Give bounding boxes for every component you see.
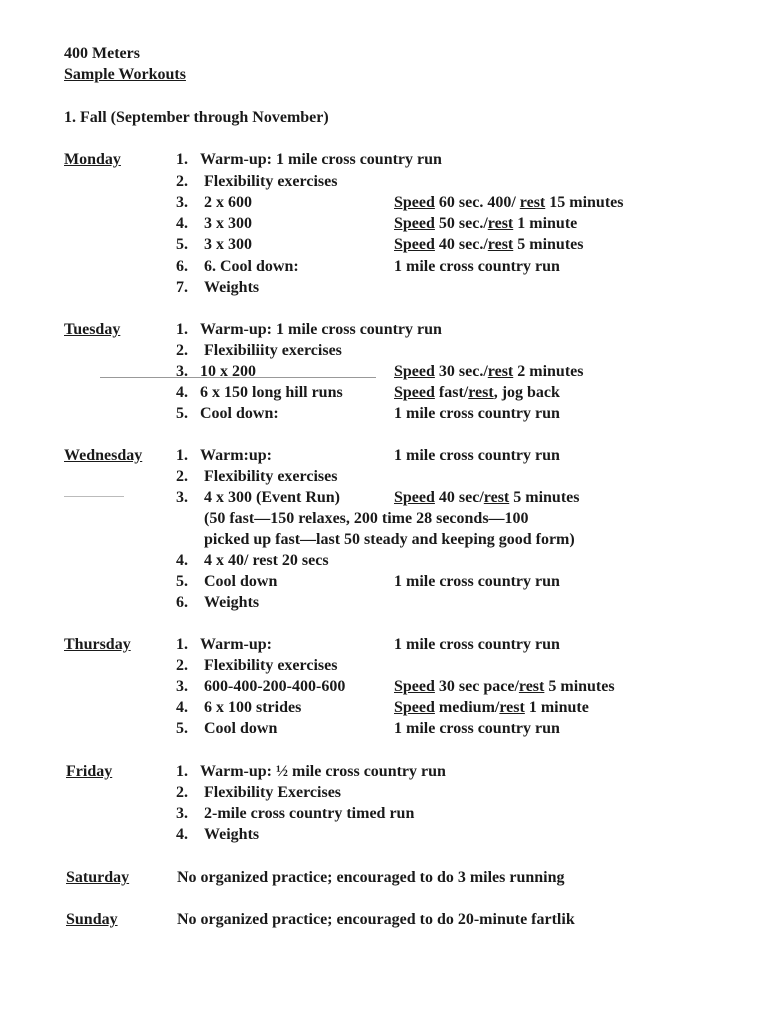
speed-value: fast/: [438, 384, 469, 401]
list-number: 5.: [176, 405, 188, 422]
list-item: Cool down: [204, 573, 278, 590]
list-number: 1.: [176, 636, 188, 653]
list-item: Cool down:: [200, 405, 279, 422]
workout-detail: 1 mile cross country run: [394, 573, 560, 590]
list-item: Cool down: [204, 720, 278, 737]
list-item: Weights: [204, 279, 260, 296]
workout-detail: 1 mile cross country run: [394, 447, 560, 464]
document-title: 400 Meters: [64, 45, 140, 62]
list-number: 5.: [176, 236, 188, 253]
list-item: 6 x 150 long hill runs: [200, 384, 343, 401]
workout-detail: [394, 677, 615, 697]
workout-detail: [394, 193, 623, 213]
list-number: 2.: [176, 342, 188, 359]
speed-label: Speed: [394, 489, 435, 506]
workout-detail: 1 mile cross country run: [394, 258, 560, 275]
list-number: 7.: [176, 279, 188, 296]
day-note: No organized practice; encouraged to do 20-minute fartlik: [177, 911, 575, 928]
rest-value: 15 minutes: [549, 194, 624, 211]
list-number: 1.: [176, 447, 188, 464]
list-number: 3.: [176, 805, 188, 822]
list-number: 5.: [176, 720, 188, 737]
workout-note: picked up fast—last 50 steady and keeping good form): [204, 531, 575, 548]
rest-value: 1 minute: [517, 215, 578, 232]
rest-value: 5 minutes: [517, 236, 584, 253]
rest-label: rest: [487, 236, 514, 253]
speed-value: 40 sec/: [438, 489, 484, 506]
list-number: 3.: [176, 489, 188, 506]
list-number: 6.: [176, 594, 188, 611]
speed-value: 30 sec./: [438, 363, 488, 380]
workout-detail: [394, 235, 583, 255]
workout-detail: [394, 362, 583, 382]
rest-value: 5 minutes: [548, 678, 615, 695]
scan-artifact-line: [64, 496, 124, 497]
workout-note: (50 fast—150 relaxes, 200 time 28 seconds—100: [204, 510, 529, 527]
list-number: 4.: [176, 552, 188, 569]
list-item: 600-400-200-400-600: [204, 678, 346, 695]
list-item: Warm:up:: [200, 447, 272, 464]
workout-detail: [394, 698, 589, 718]
list-item: Weights: [204, 826, 260, 843]
workout-detail: 1 mile cross country run: [394, 405, 560, 422]
list-item: 3 x 300: [204, 236, 252, 253]
list-item: Warm-up:: [200, 636, 272, 653]
list-item: Weights: [204, 594, 260, 611]
workout-detail: 1 mile cross country run: [394, 636, 560, 653]
speed-label: Speed: [394, 678, 435, 695]
list-number: 4.: [176, 699, 188, 716]
list-number: 2.: [176, 173, 188, 190]
speed-value: 50 sec./: [438, 215, 488, 232]
speed-value: 40 sec./: [438, 236, 488, 253]
list-item: 6 x 100 strides: [204, 699, 302, 716]
list-item: 2 x 600: [204, 194, 252, 211]
list-number: 3.: [176, 194, 188, 211]
rest-label: rest: [519, 194, 546, 211]
workout-detail: [394, 488, 579, 508]
list-number: 4.: [176, 215, 188, 232]
speed-value: medium/: [438, 699, 500, 716]
list-number: 1.: [176, 151, 188, 168]
list-item: 6. Cool down:: [204, 258, 299, 275]
list-item: 4 x 40/ rest 20 secs: [204, 552, 329, 569]
list-item: Warm-up: 1 mile cross country run: [200, 321, 442, 338]
list-item: Flexibility exercises: [204, 657, 338, 674]
speed-value: 30 sec pace/: [438, 678, 519, 695]
list-item: 3 x 300: [204, 215, 252, 232]
rest-label: rest: [468, 384, 494, 401]
speed-label: Speed: [394, 363, 435, 380]
rest-label: rest: [487, 363, 514, 380]
workout-detail: 1 mile cross country run: [394, 720, 560, 737]
list-number: 2.: [176, 784, 188, 801]
speed-value: 60 sec. 400/: [438, 194, 516, 211]
day-label-monday: Monday: [64, 151, 121, 168]
rest-value: , jog back: [493, 384, 560, 401]
day-label-friday: Friday: [66, 763, 113, 780]
day-label-tuesday: Tuesday: [64, 321, 121, 338]
list-number: 4.: [176, 384, 188, 401]
list-number: 3.: [176, 678, 188, 695]
list-number: 3.: [176, 363, 188, 380]
list-number: 4.: [176, 826, 188, 843]
list-item: 2-mile cross country timed run: [204, 805, 415, 822]
list-number: 1.: [176, 763, 188, 780]
list-number: 2.: [176, 468, 188, 485]
list-number: 2.: [176, 657, 188, 674]
list-item: Flexibility exercises: [204, 173, 338, 190]
list-item: 10 x 200: [200, 363, 256, 380]
rest-value: 1 minute: [528, 699, 589, 716]
list-item: 4 x 300 (Event Run): [204, 489, 341, 506]
rest-label: rest: [483, 489, 510, 506]
list-item: Warm-up: ½ mile cross country run: [200, 763, 446, 780]
day-label-sunday: Sunday: [66, 911, 118, 928]
rest-label: rest: [499, 699, 525, 716]
rest-value: 2 minutes: [517, 363, 584, 380]
section-heading: 1. Fall (September through November): [64, 109, 329, 126]
workout-detail: [394, 214, 577, 234]
day-label-thursday: Thursday: [64, 636, 131, 653]
workout-detail: [394, 383, 560, 403]
list-number: 1.: [176, 321, 188, 338]
speed-label: Speed: [394, 384, 435, 401]
speed-label: Speed: [394, 699, 435, 716]
list-item: Flexibility exercises: [204, 468, 338, 485]
rest-label: rest: [487, 215, 514, 232]
list-item: Flexibility Exercises: [204, 784, 342, 801]
list-number: 5.: [176, 573, 188, 590]
rest-value: 5 minutes: [513, 489, 580, 506]
day-note: No organized practice; encouraged to do 3 miles running: [177, 869, 565, 886]
speed-label: Speed: [394, 194, 435, 211]
document-subtitle: Sample Workouts: [64, 66, 186, 83]
day-label-wednesday: Wednesday: [64, 447, 143, 464]
rest-label: rest: [518, 678, 545, 695]
speed-label: Speed: [394, 236, 435, 253]
list-number: 6.: [176, 258, 188, 275]
speed-label: Speed: [394, 215, 435, 232]
list-item: Flexibiliity exercises: [204, 342, 342, 359]
list-item: Warm-up: 1 mile cross country run: [200, 151, 442, 168]
day-label-saturday: Saturday: [66, 869, 130, 886]
